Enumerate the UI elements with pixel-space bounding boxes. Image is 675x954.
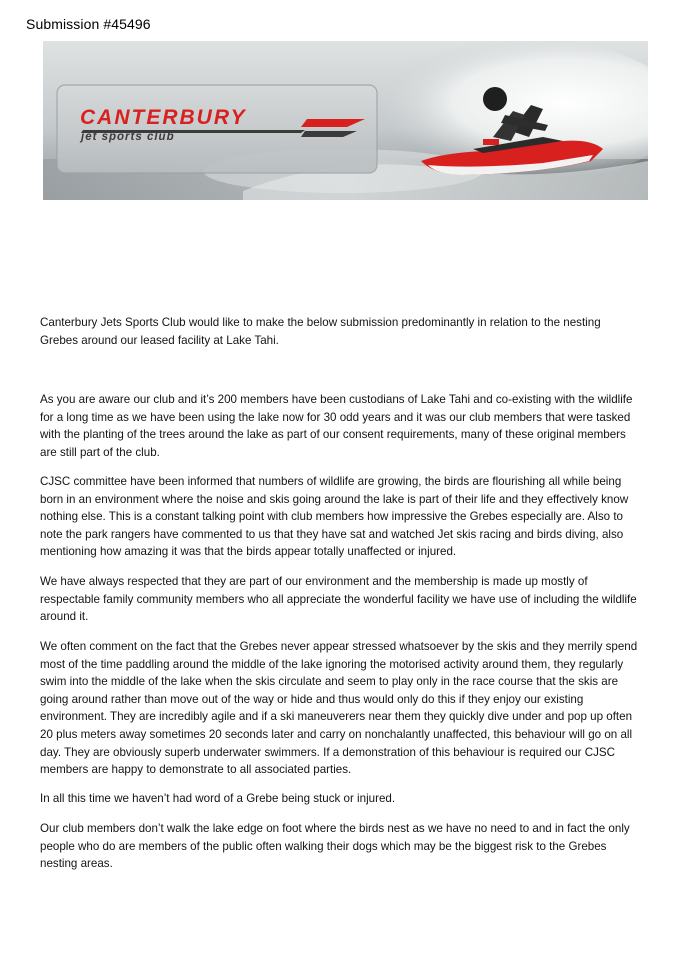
club-banner [43,41,648,200]
paragraph-custodians: As you are aware our club and it’s 200 members have been custodians of Lake Tahi and co-existing with the wildlife for a long time as we have been using the lake now for 30 odd years and it was our club members that were tasked with the planting of the trees around the lake as part of our consent requirements, many of these original members are still part of the club. [40,393,633,459]
paragraph-intro: Canterbury Jets Sports Club would like to make the below submission predominantly in relation to the nesting Grebes around our leased facility at Lake Tahi. [40,316,601,347]
paragraph-lake-edge: Our club members don’t walk the lake edge on foot where the birds nest as we have no need to and in fact the only people who do are members of the public often walking their dogs which may be the biggest risk to the Grebes nesting areas. [40,822,630,871]
paragraph-wildlife: CJSC committee have been informed that numbers of wildlife are growing, the birds are flourishing all while being born in an environment where the noise and skis going around the lake is part of their life and they effectively know nothing else. This is a constant talking point with club members how impressive the Grebes especially are. Also to note the park rangers have commented to us that they have sat and watched Jet skis racing and birds diving, also mentioning how amazing it was that the birds appear totally unaffected or injured. [40,475,629,559]
logo-sub: jet sports club [81,131,175,143]
paragraph-respect: We have always respected that they are part of our environment and the membership is made up mostly of respectable family community members who all appreciate the wonderful facility we have use of including the wildlife around it. [40,575,637,624]
paragraph-no-injuries: In all this time we haven’t had word of a Grebe being stuck or injured. [40,792,396,805]
logo-word: CANTERBURY [80,106,247,129]
submission-id: Submission #45496 [26,16,151,32]
paragraph-grebe-behaviour: We often comment on the fact that the Grebes never appear stressed whatsoever by the skis and they merrily spend most of the time paddling around the middle of the lake ignoring the motorised activity around them, they regularly swim into the middle of the lake when the skis circulate and seem to play only in the race course that the skis are going around rather than move out of the way or hide and thus would only do this if they enjoy our existing environment. They are incredibly agile and if a ski maneuverers near them they quickly dive under and pop up often 20 plus meters away sometimes 20 seconds later and carry on nonchalantly unaffected, this behaviour will go on all day. They are obviously superb underwater swimmers. If a demonstration of this behaviour is required our CJSC members are happy to demonstrate to all associated parties. [40,640,638,777]
logo-panel [57,85,377,173]
